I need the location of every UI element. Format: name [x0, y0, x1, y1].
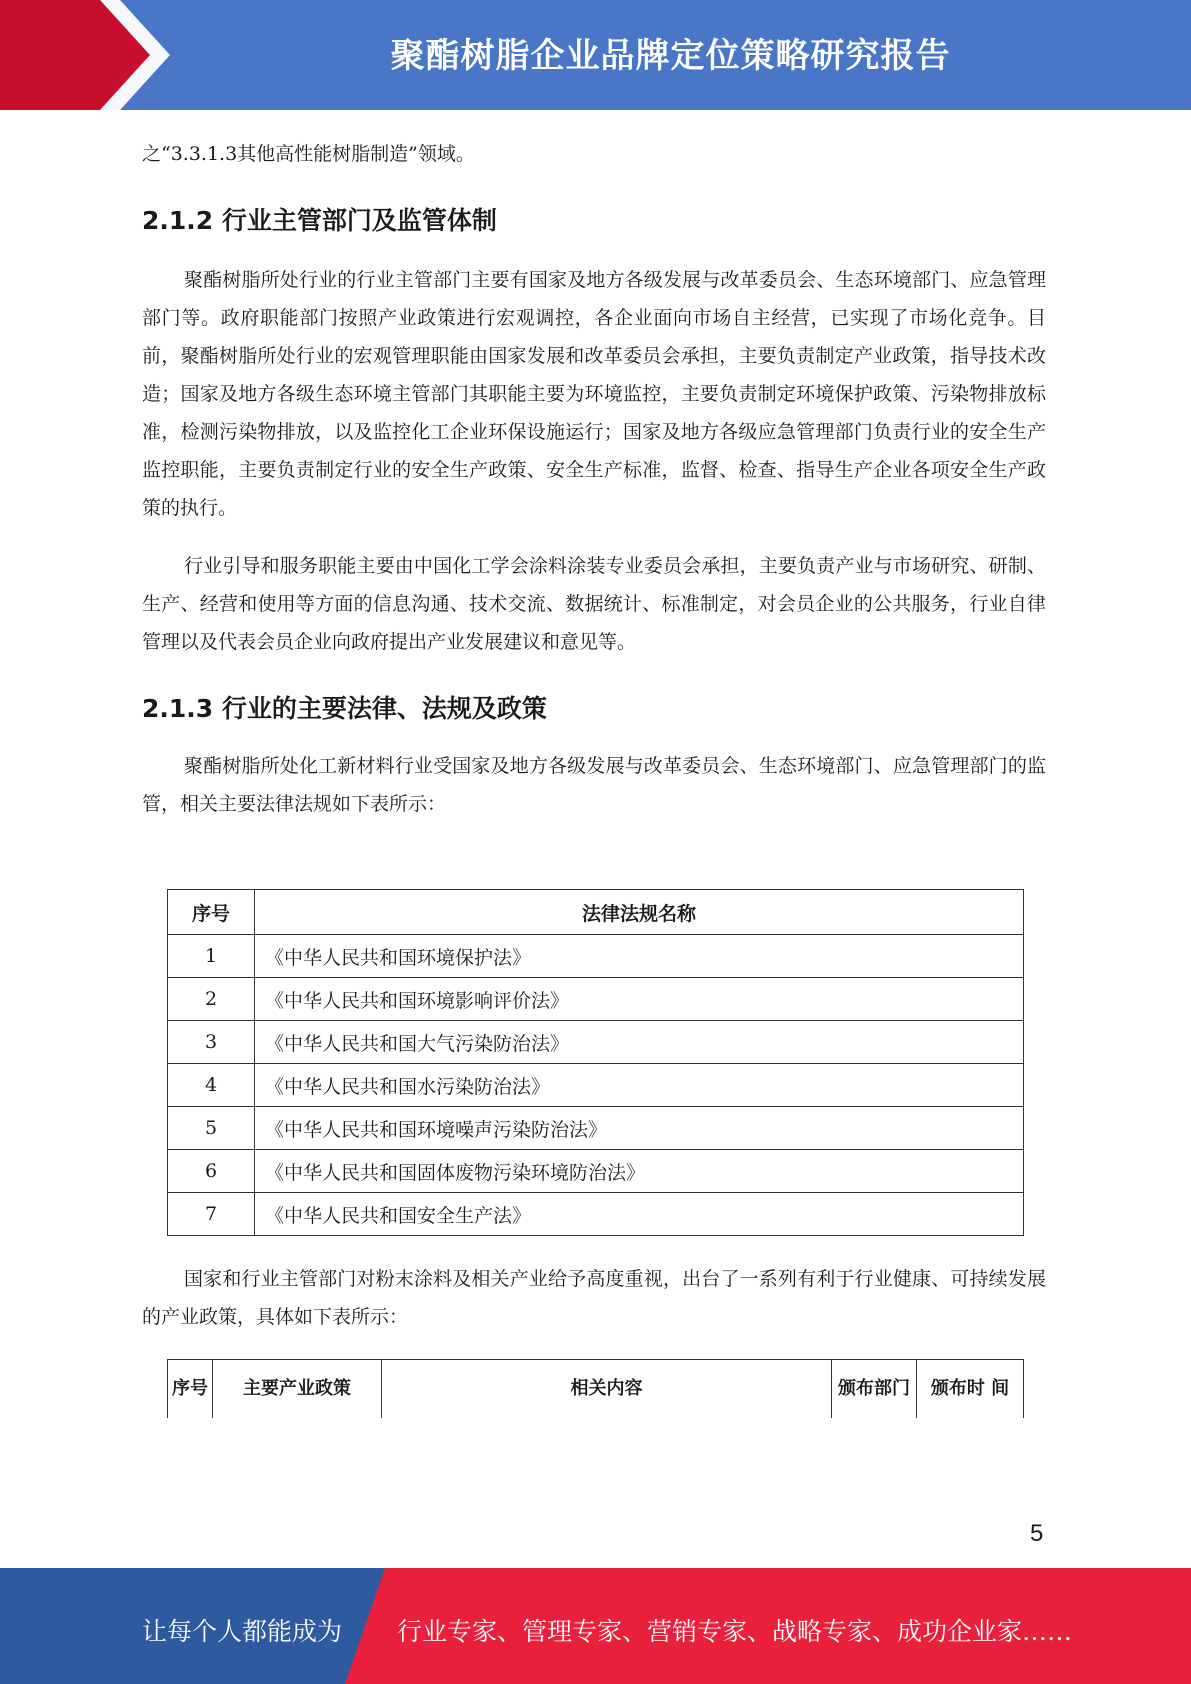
report-title: 聚酯树脂企业品牌定位策略研究报告: [390, 36, 951, 76]
paragraph-regulatory-bodies: 聚酯树脂所处行业的行业主管部门主要有国家及地方各级发展与改革委员会、生态环境部门、应急管理部门等。政府职能部门按照产业政策进行宏观调控，各企业面向市场自主经营，已实现了市场化竞争。目前，聚酯树脂所处行业的宏观管理职能由国家发展和改革委员会承担，主要负责制定产业政策，指导技术改造；国家及地方各级生态环境主管部门其职能主要为环境监控，主要负责制定环境保护政策、污染物排放标准，检测污染物排放，以及监控化工企业环保设施运行；国家及地方各级应急管理部门负责行业的安全生产监控职能，主要负责制定行业的安全生产政策、安全生产标准，监督、检查、指导生产企业各项安全生产政策的执行。: [142, 269, 1046, 519]
laws-table: [167, 889, 1024, 1236]
column-header-date: 颁布时 间: [917, 1360, 1024, 1419]
row-index: 6: [168, 1150, 255, 1193]
column-header-index: 序号: [168, 890, 255, 935]
law-name: 《中华人民共和国大气污染防治法》: [255, 1021, 1024, 1064]
paragraph-industry-guidance: 行业引导和服务职能主要由中国化工学会涂料涂装专业委员会承担，主要负责产业与市场研究、研制、生产、经营和使用等方面的信息沟通、技术交流、数据统计、标准制定，对会员企业的公共服务，行业自律管理以及代表会员企业向政府提出产业发展建议和意见等。: [142, 555, 1046, 653]
law-name: 《中华人民共和国固体废物污染环境防治法》: [255, 1150, 1024, 1193]
row-index: 4: [168, 1064, 255, 1107]
row-index: 1: [168, 935, 255, 978]
law-name: 《中华人民共和国环境噪声污染防治法》: [255, 1107, 1024, 1150]
column-header-policy: 主要产业政策: [213, 1360, 382, 1419]
page-number: 5: [1030, 1520, 1044, 1547]
column-header-index: 序号: [168, 1360, 213, 1419]
column-header-law-name: 法律法规名称: [255, 890, 1024, 935]
column-header-content: 相关内容: [382, 1360, 832, 1419]
policy-intro-container: [142, 1260, 1046, 1336]
section-heading-2-1-3: 2.1.3 行业的主要法律、法规及政策: [142, 694, 547, 723]
table-header-row: [168, 1360, 1024, 1419]
paragraph-policy-intro: 国家和行业主管部门对粉末涂料及相关产业给予高度重视，出台了一系列有利于行业健康、可持续发展的产业政策，具体如下表所示：: [142, 1268, 1046, 1328]
column-header-department: 颁布部门: [832, 1360, 917, 1419]
policy-table: [167, 1359, 1024, 1418]
row-index: 7: [168, 1193, 255, 1236]
law-name: 《中华人民共和国环境影响评价法》: [255, 978, 1024, 1021]
table-row: [168, 935, 1024, 978]
table-header-row: [168, 890, 1024, 935]
table-row: [168, 1193, 1024, 1236]
table-row: [168, 1021, 1024, 1064]
table-row: [168, 1150, 1024, 1193]
paragraph-laws-intro: 聚酯树脂所处化工新材料行业受国家及地方各级发展与改革委员会、生态环境部门、应急管理部门的监管，相关主要法律法规如下表所示：: [142, 755, 1046, 815]
table-row: [168, 1107, 1024, 1150]
law-name: 《中华人民共和国安全生产法》: [255, 1193, 1024, 1236]
table-row: [168, 1064, 1024, 1107]
intro-line: 之“3.3.1.3其他高性能树脂制造”领域。: [142, 143, 475, 165]
page-content: [142, 135, 1046, 823]
footer-slogan-right: 行业专家、管理专家、营销专家、战略专家、成功企业家……: [397, 1617, 1073, 1646]
footer-slogan-left: 让每个人都能成为: [142, 1617, 343, 1646]
law-name: 《中华人民共和国水污染防治法》: [255, 1064, 1024, 1107]
law-name: 《中华人民共和国环境保护法》: [255, 935, 1024, 978]
section-heading-2-1-2: 2.1.2 行业主管部门及监管体制: [142, 206, 497, 235]
page-header: [0, 0, 1191, 110]
table-row: [168, 978, 1024, 1021]
row-index: 3: [168, 1021, 255, 1064]
row-index: 5: [168, 1107, 255, 1150]
row-index: 2: [168, 978, 255, 1021]
page-footer: [0, 1568, 1191, 1684]
